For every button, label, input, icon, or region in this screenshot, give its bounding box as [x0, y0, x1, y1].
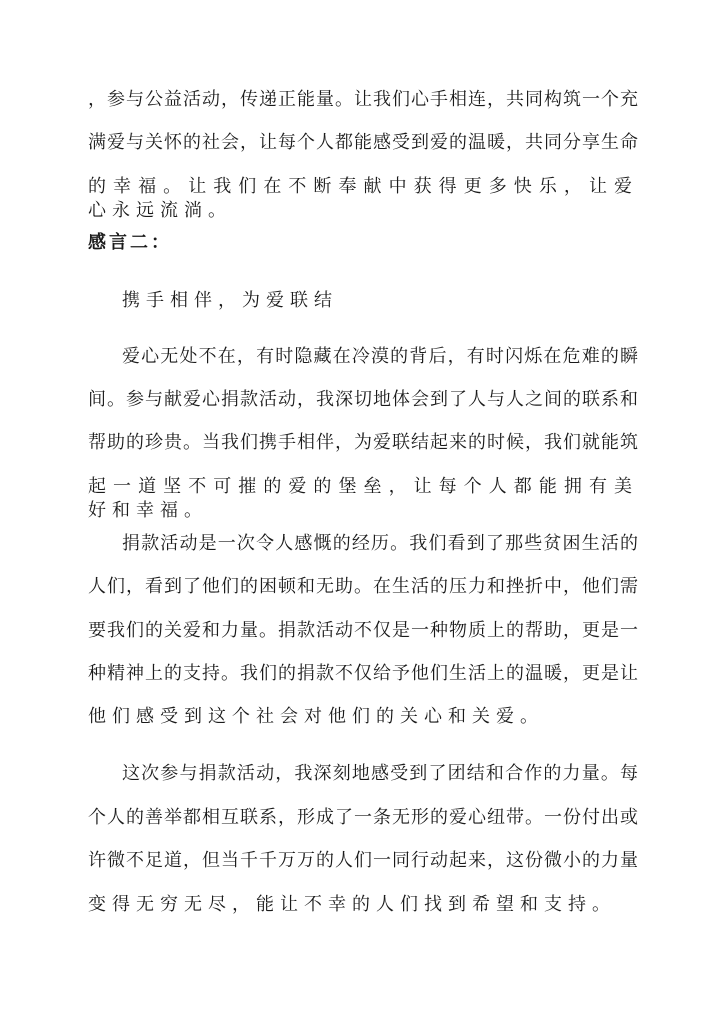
text-line: 帮助的珍贵。当我们携手相伴，为爱联结起来的时候，我们就能筑: [88, 432, 638, 453]
text-line: 人们，看到了他们的困顿和无助。在生活的压力和挫折中，他们需: [88, 576, 638, 597]
text-line: 捐款活动是一次令人感慨的经历。我们看到了那些贫困生活的: [122, 533, 638, 554]
text-line: 他们感受到这个社会对他们的关心和关爱。: [88, 706, 544, 727]
section-subtitle: 携手相伴，为爱联结: [122, 290, 338, 311]
text-line: 变得无穷无尽，能让不幸的人们找到希望和支持。: [88, 894, 616, 915]
text-line: 个人的善举都相互联系，形成了一条无形的爱心纽带。一份付出或: [88, 807, 638, 828]
text-line: 种精神上的支持。我们的捐款不仅给予他们生活上的温暖，更是让: [88, 663, 638, 684]
text-line: 这次参与捐款活动，我深刻地感受到了团结和合作的力量。每: [122, 763, 638, 784]
text-line: 满爱与关怀的社会，让每个人都能感受到爱的温暖，共同分享生命: [88, 132, 638, 153]
text-line: 的幸福。让我们在不断奉献中获得更多快乐，让爱心永远流淌。: [88, 176, 638, 221]
text-line: 爱心无处不在，有时隐藏在冷漠的背后，有时闪烁在危难的瞬: [122, 346, 638, 367]
text-line: 要我们的关爱和力量。捐款活动不仅是一种物质上的帮助，更是一: [88, 620, 638, 641]
section-heading: 感言二：: [88, 232, 172, 253]
text-line: 间。参与献爱心捐款活动，我深切地体会到了人与人之间的联系和: [88, 389, 638, 410]
text-line: 起一道坚不可摧的爱的堡垒，让每个人都能拥有美好和幸福。: [88, 476, 638, 521]
text-line: 许微不足道，但当千千万万的人们一同行动起来，这份微小的力量: [88, 850, 638, 871]
text-line: ，参与公益活动，传递正能量。让我们心手相连，共同构筑一个充: [88, 89, 638, 110]
